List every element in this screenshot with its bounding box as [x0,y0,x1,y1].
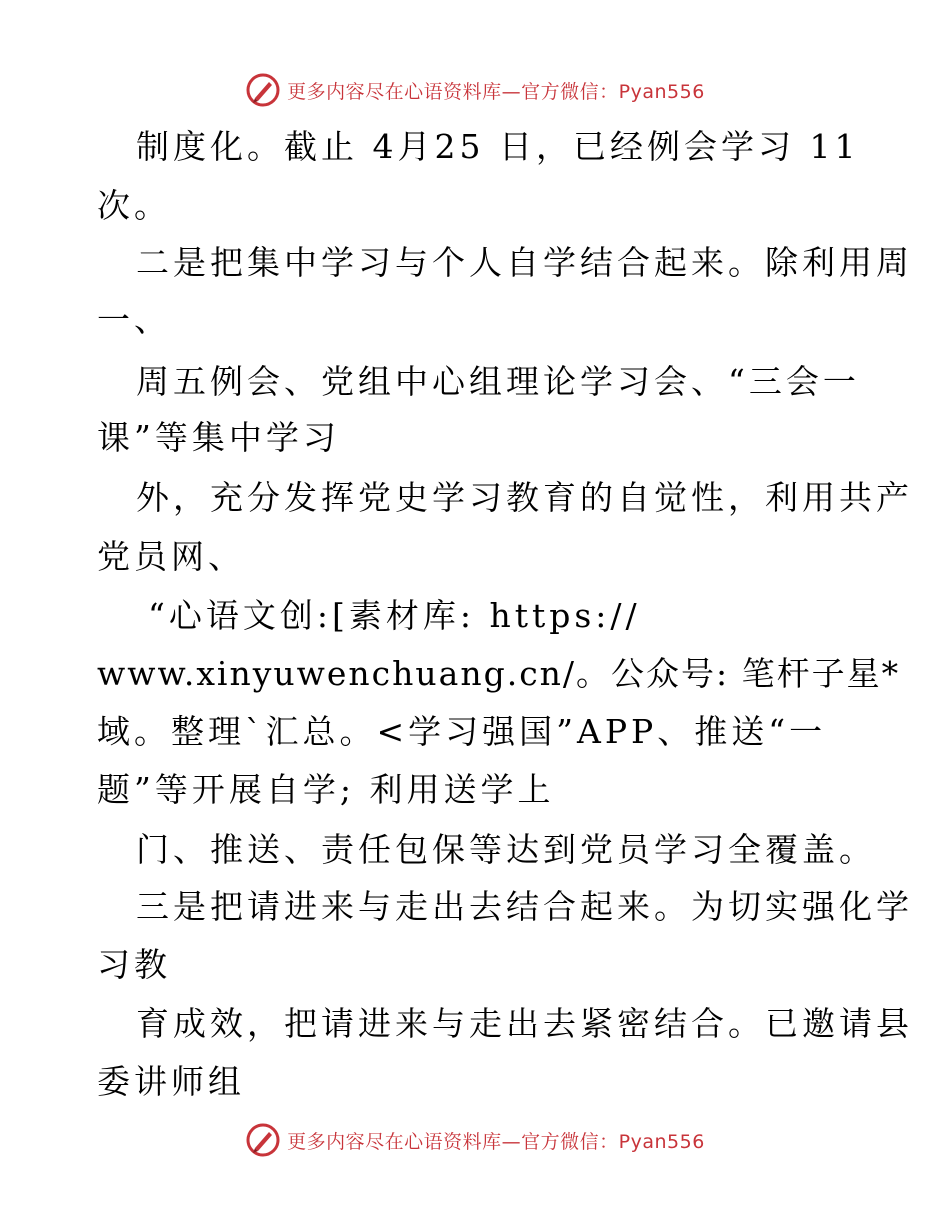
text-line: 周五例会、党组中心组理论学习会、“三会一 [136,362,860,401]
text-line: 委讲师组 [97,1062,245,1101]
text-line: 域。整理`汇总。<学习强国”APP、推送“一 [97,712,827,751]
header-watermark-text: 更多内容尽在心语资料库—官方微信：Pyan556 [287,80,705,103]
text-line: 二是把集中学习与个人自学结合起来。除利用周 [136,243,913,282]
text-line: 课”等集中学习 [97,418,340,457]
footer-watermark-banner [0,1120,950,1160]
text-line: www.xinyuwenchuang.cn/。公众号: 笔杆子星* [97,654,901,693]
pen-logo-icon [245,1122,281,1158]
text-line: “心语文创:[素材库: https:// [148,596,641,635]
text-line: 习教 [97,945,171,984]
text-line: 外，充分发挥党史学习教育的自觉性，利用共产 [136,478,913,517]
text-line: 党员网、 [97,537,245,576]
text-line: 门、推送、责任包保等达到党员学习全覆盖。 [136,830,876,869]
text-line: 次。 [97,186,171,225]
text-line: 育成效，把请进来与走出去紧密结合。已邀请县 [136,1004,913,1043]
text-line: 一、 [97,300,171,339]
text-line: 制度化。截止 4月25 日，已经例会学习 11 [136,127,860,166]
footer-watermark-text: 更多内容尽在心语资料库—官方微信：Pyan556 [287,1130,705,1153]
text-line: 三是把请进来与走出去结合起来。为切实强化学 [136,887,913,926]
text-line: 题”等开展自学; 利用送学上 [97,770,555,809]
